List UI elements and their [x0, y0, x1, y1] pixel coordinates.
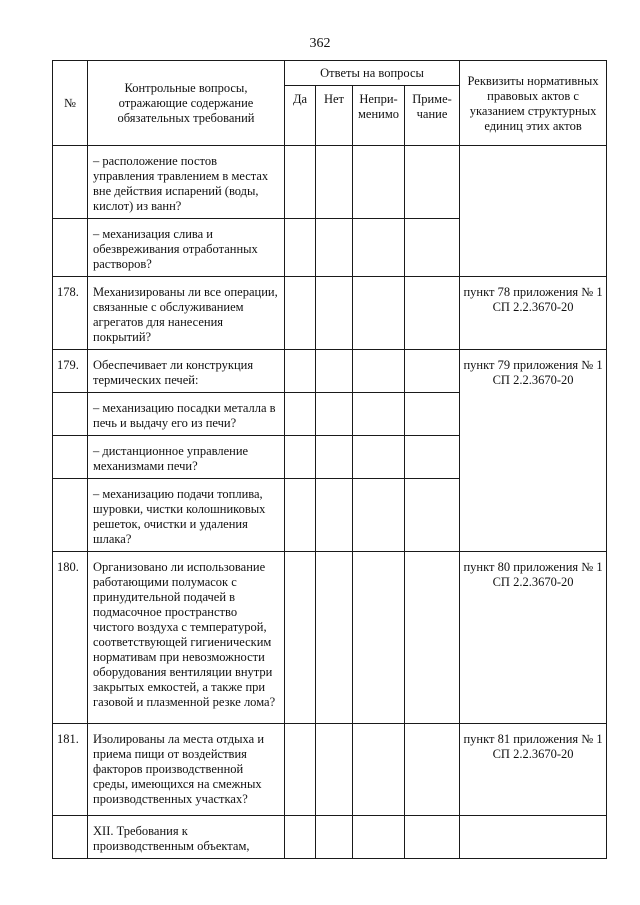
- table-row: [53, 350, 607, 393]
- table-row: [53, 552, 607, 724]
- answer-no-cell[interactable]: [316, 350, 353, 393]
- row-question: Обеспечивает ли конструкция термических печей:: [88, 350, 285, 393]
- answer-yes-cell[interactable]: [285, 552, 316, 724]
- table-row: [53, 724, 607, 816]
- header-requisites: Реквизиты нормативных правовых актов с указанием структурных единиц этих актов: [460, 61, 607, 146]
- row-question: – механизацию подачи топлива, шуровки, чистки колошниковых решеток, очистки и удаления шлака?: [88, 479, 285, 552]
- answer-note-cell[interactable]: [405, 436, 460, 479]
- answer-no-cell[interactable]: [316, 479, 353, 552]
- row-num: [53, 393, 88, 436]
- row-ref: пункт 81 приложения № 1 СП 2.2.3670-20: [460, 724, 607, 816]
- answer-na-cell[interactable]: [353, 219, 405, 277]
- answer-na-cell[interactable]: [353, 552, 405, 724]
- answer-no-cell[interactable]: [316, 393, 353, 436]
- row-num: [53, 219, 88, 277]
- row-question: Механизированы ли все операции, связанные с обслуживанием агрегатов для нанесения покрытий?: [88, 277, 285, 350]
- row-num: 180.: [53, 552, 88, 724]
- answer-note-cell[interactable]: [405, 393, 460, 436]
- answer-note-cell[interactable]: [405, 552, 460, 724]
- header-no: Нет: [316, 86, 353, 146]
- answer-yes-cell[interactable]: [285, 219, 316, 277]
- page-number: 362: [309, 36, 331, 51]
- header-questions: Контрольные вопросы, отражающие содержание обязательных требований: [88, 61, 285, 146]
- header-yes: Да: [285, 86, 316, 146]
- answer-na-cell[interactable]: [353, 350, 405, 393]
- answer-note-cell[interactable]: [405, 816, 460, 859]
- answer-yes-cell[interactable]: [285, 479, 316, 552]
- answer-note-cell[interactable]: [405, 146, 460, 219]
- answer-yes-cell[interactable]: [285, 816, 316, 859]
- answer-yes-cell[interactable]: [285, 393, 316, 436]
- answer-na-cell[interactable]: [353, 816, 405, 859]
- answer-na-cell[interactable]: [353, 479, 405, 552]
- row-ref: пункт 79 приложения № 1 СП 2.2.3670-20: [460, 350, 607, 552]
- answer-no-cell[interactable]: [316, 277, 353, 350]
- answer-na-cell[interactable]: [353, 277, 405, 350]
- table-row: [53, 277, 607, 350]
- answer-yes-cell[interactable]: [285, 436, 316, 479]
- row-num: [53, 479, 88, 552]
- row-num: 178.: [53, 277, 88, 350]
- table-row: [53, 816, 607, 859]
- answer-na-cell[interactable]: [353, 146, 405, 219]
- checklist-table: [52, 60, 607, 859]
- header-not-applicable: Непри-менимо: [353, 86, 405, 146]
- header-num: №: [53, 61, 88, 146]
- answer-no-cell[interactable]: [316, 552, 353, 724]
- answer-na-cell[interactable]: [353, 393, 405, 436]
- answer-no-cell[interactable]: [316, 816, 353, 859]
- answer-note-cell[interactable]: [405, 479, 460, 552]
- row-question: – расположение постов управления травлением в местах вне действия испарений (воды, кислот) из ванн?: [88, 146, 285, 219]
- row-num: [53, 436, 88, 479]
- row-question: – дистанционное управление механизмами печи?: [88, 436, 285, 479]
- row-ref: [460, 816, 607, 859]
- table-row: [53, 146, 607, 219]
- row-question: Изолированы ла места отдыха и приема пищи от воздействия факторов производственной среды, имеющихся на смежных производственных участках?: [88, 724, 285, 816]
- answer-yes-cell[interactable]: [285, 724, 316, 816]
- answer-note-cell[interactable]: [405, 724, 460, 816]
- header-note: Приме-чание: [405, 86, 460, 146]
- answer-na-cell[interactable]: [353, 436, 405, 479]
- row-ref: [460, 146, 607, 277]
- row-num: 181.: [53, 724, 88, 816]
- answer-no-cell[interactable]: [316, 146, 353, 219]
- answer-yes-cell[interactable]: [285, 146, 316, 219]
- answer-yes-cell[interactable]: [285, 350, 316, 393]
- row-question: – механизация слива и обезвреживания отработанных растворов?: [88, 219, 285, 277]
- row-ref: пункт 78 приложения № 1 СП 2.2.3670-20: [460, 277, 607, 350]
- answer-no-cell[interactable]: [316, 724, 353, 816]
- answer-yes-cell[interactable]: [285, 277, 316, 350]
- row-question: – механизацию посадки металла в печь и выдачу его из печи?: [88, 393, 285, 436]
- section-heading: XII. Требования к производственным объектам,: [88, 816, 285, 859]
- row-num: 179.: [53, 350, 88, 393]
- answer-na-cell[interactable]: [353, 724, 405, 816]
- answer-note-cell[interactable]: [405, 350, 460, 393]
- row-num: [53, 816, 88, 859]
- row-question: Организовано ли использование работающими полумасок с принудительной подачей в подмасочное пространство чистого воздуха с температурой, соответствующей гигиеническим нормативам при невозможности оборудования вентиляции внутри закрытых емкостей, а также при газовой и плазменной резке лома?: [88, 552, 285, 724]
- answer-note-cell[interactable]: [405, 277, 460, 350]
- header-answers: Ответы на вопросы: [285, 61, 460, 86]
- answer-no-cell[interactable]: [316, 219, 353, 277]
- row-ref: пункт 80 приложения № 1 СП 2.2.3670-20: [460, 552, 607, 724]
- answer-note-cell[interactable]: [405, 219, 460, 277]
- answer-no-cell[interactable]: [316, 436, 353, 479]
- row-num: [53, 146, 88, 219]
